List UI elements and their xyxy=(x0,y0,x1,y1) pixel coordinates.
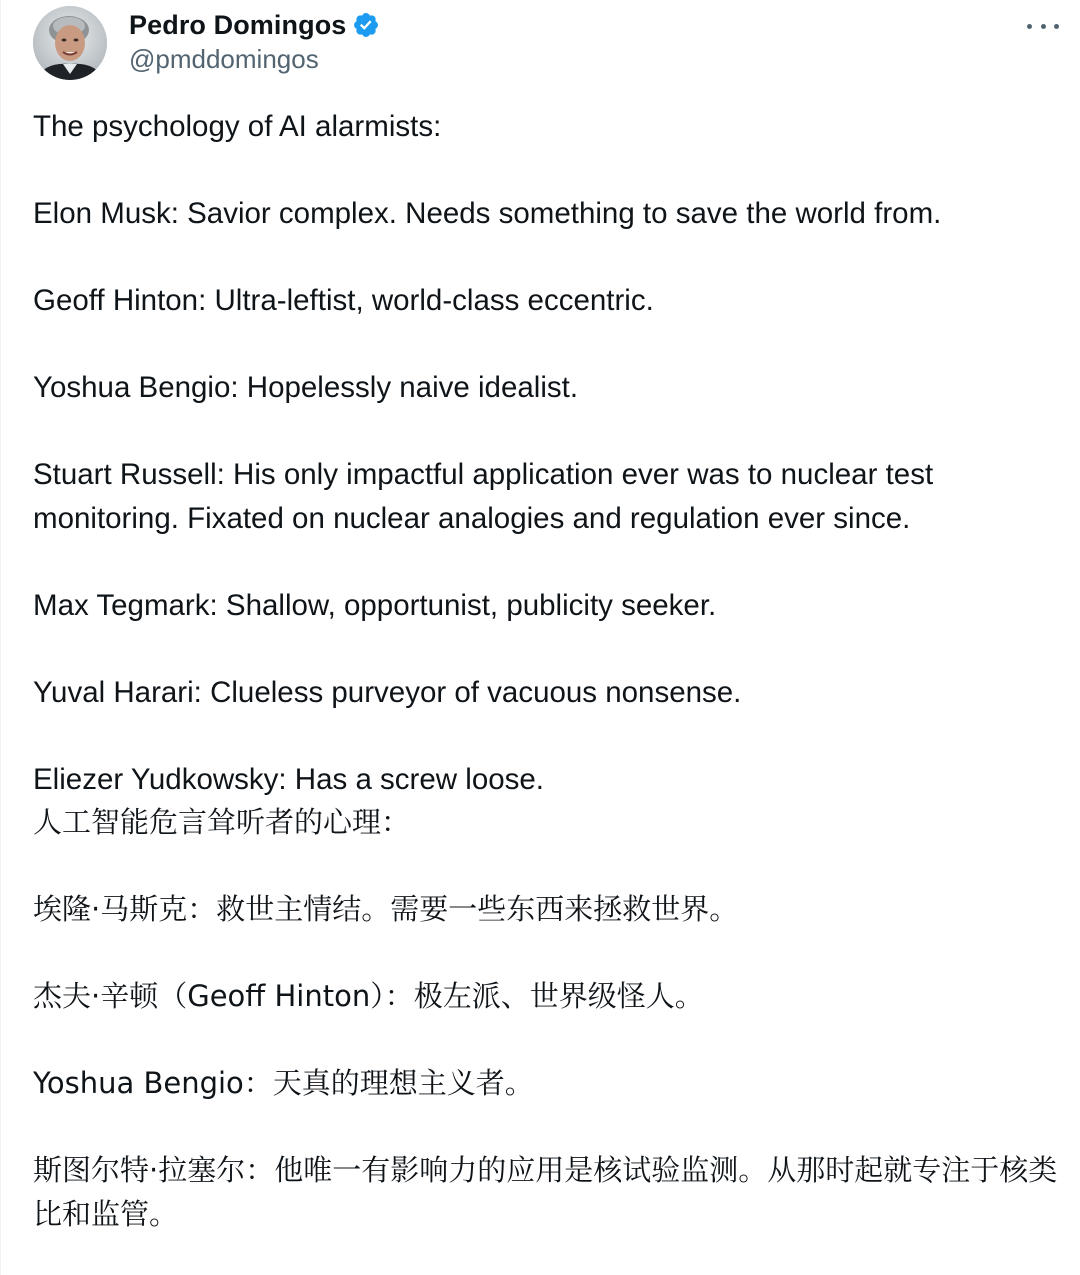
tweet-line-bengio: Yoshua Bengio: Hopelessly naive idealist. xyxy=(33,371,579,404)
avatar[interactable] xyxy=(33,6,107,80)
spacer xyxy=(33,932,1068,976)
spacer xyxy=(33,236,1068,280)
tweet-header xyxy=(33,6,1063,80)
dot xyxy=(1041,24,1046,29)
tweet-zh-intro: 人工智能危言耸听者的心理： xyxy=(33,805,411,839)
tweet-line-tegmark: Max Tegmark: Shallow, opportunist, publicity seeker. xyxy=(33,588,717,622)
tweet-line-russell: Stuart Russell: His only impactful application ever was to nuclear test monitoring. Fixated on nuclear analogies and regulation ever since. xyxy=(33,458,942,535)
spacer xyxy=(33,627,1068,671)
name-row xyxy=(129,8,380,42)
tweet-line-yudkowsky: Eliezer Yudkowsky: Has a screw loose. xyxy=(33,762,545,796)
tweet-intro: The psychology of AI alarmists: xyxy=(33,110,442,143)
tweet-line-musk: Elon Musk: Savior complex. Needs something to save the world from. xyxy=(33,197,942,230)
tweet-line-hinton: Geoff Hinton: Ultra-leftist, world-class eccentric. xyxy=(33,284,654,317)
spacer xyxy=(33,1106,1068,1150)
spacer xyxy=(33,540,1068,584)
spacer xyxy=(33,149,1068,193)
dot xyxy=(1054,24,1059,29)
more-dots-icon[interactable] xyxy=(1023,14,1063,38)
tweet-zh-musk: 埃隆·马斯克：救世主情结。需要一些东西来拯救世界。 xyxy=(33,892,739,926)
verified-badge-icon xyxy=(352,11,380,39)
avatar-photo xyxy=(33,6,107,80)
author-block xyxy=(129,8,380,75)
spacer xyxy=(33,410,1068,454)
dot xyxy=(1027,24,1032,29)
display-name[interactable]: Pedro Domingos xyxy=(129,9,347,40)
tweet-text xyxy=(33,105,1068,1236)
tweet-zh-hinton: 杰夫·辛顿（Geoff Hinton）：极左派、世界级怪人。 xyxy=(33,979,704,1013)
spacer xyxy=(33,845,1068,889)
spacer xyxy=(33,1019,1068,1063)
tweet-zh-russell: 斯图尔特·拉塞尔：他唯一有影响力的应用是核试验监测。从那时起就专注于核类比和监管。 xyxy=(33,1153,1058,1231)
spacer xyxy=(33,323,1068,367)
author-handle[interactable]: @pmddomingos xyxy=(129,44,319,74)
tweet-line-harari: Yuval Harari: Clueless purveyor of vacuous nonsense. xyxy=(33,675,742,709)
tweet-zh-bengio: Yoshua Bengio：天真的理想主义者。 xyxy=(33,1066,534,1100)
spacer xyxy=(33,714,1068,758)
